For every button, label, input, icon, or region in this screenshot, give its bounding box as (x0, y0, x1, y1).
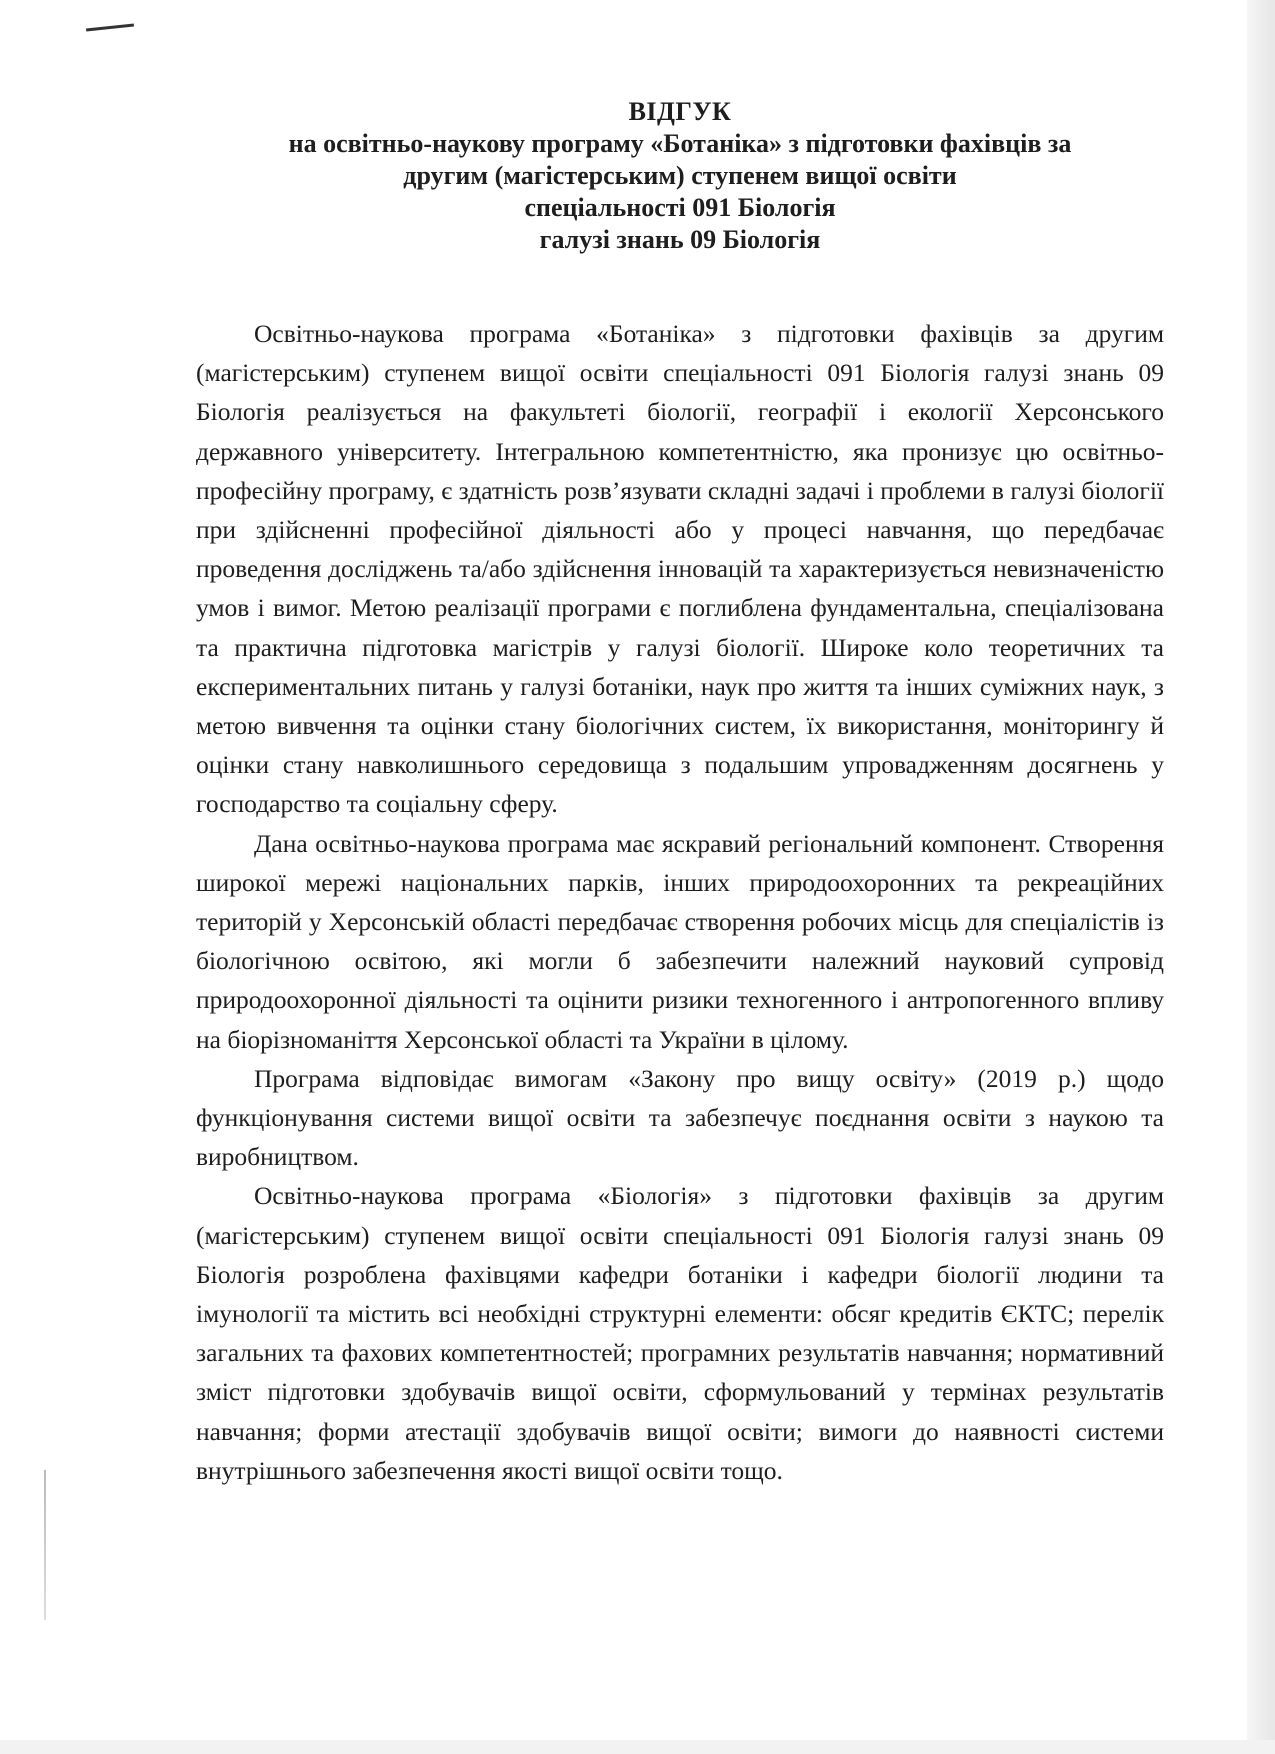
paragraph: Дана освітньо-наукова програма має яскравий регіональний компонент. Створення широкої мережі національних парків, інших природоохоронних та рекреаційних територій у Херсонській області передбачає створення робочих місць для спеціалістів із біологічною освітою, які могли б забезпечити належний науковий супровід природоохоронної діяльності та оцінити ризики техногенного і антропогенного впливу на біорізноманіття Херсонської області та України в цілому. (196, 828, 1164, 1054)
subtitle-line: другим (магістерським) ступенем вищої освіти (403, 161, 957, 190)
subtitle-line: спеціальності 091 Біологія (524, 193, 836, 222)
document-title: ВІДГУК (628, 97, 732, 126)
subtitle-line: галузі знань 09 Біологія (539, 225, 821, 254)
document-page (196, 96, 1164, 1490)
paragraph: Освітньо-наукова програма «Біологія» з підготовки фахівців за другим (магістерським) ступенем вищої освіти спеціальності 091 Біологія галузі знань 09 Біологія розроблена фахівцями кафедри ботаніки і кафедри біології людини та імунології та містить всі необхідні структурні елементи: обсяг кредитів ЄКТС; перелік загальних та фахових компетентностей; програмних результатів навчання; нормативний зміст підготовки здобувачів вищої освіти, сформульований у термінах результатів навчання; форми атестації здобувачів вищої освіти; вимоги до наявності системи внутрішнього забезпечення якості вищої освіти тощо. (196, 1181, 1164, 1485)
pen-mark (86, 23, 134, 31)
document-body (196, 314, 1164, 1490)
paragraph: Програма відповідає вимогам «Закону про вищу освіту» (2019 р.) щодо функціонування системи вищої освіти та забезпечує поєднання освіти з наукою та виробництвом. (196, 1063, 1164, 1172)
paragraph: Освітньо-наукова програма «Ботаніка» з підготовки фахівців за другим (магістерським) ступенем вищої освіти спеціальності 091 Біологія галузі знань 09 Біологія реалізується на факультеті біології, географії і екології Херсонського державного університету. Інтегральною компетентністю, яка пронизує цю освітньо-професійну програму, є здатність розв’язувати складні задачі і проблеми в галузі біології при здійсненні професійної діяльності або у процесі навчання, що передбачає проведення досліджень та/або здійснення інновацій та характеризується невизначеністю умов і вимог. Метою реалізації програми є поглиблена фундаментальна, спеціалізована та практична підготовка магістрів у галузі біології. Широке коло теоретичних та експериментальних питань у галузі ботаніки, наук про життя та інших суміжних наук, з метою вивчення та оцінки стану біологічних систем, їх використання, моніторингу й оцінки стану навколишнього середовища з подальшим упровадженням досягнень у господарство та соціальну сферу. (196, 319, 1164, 819)
scan-edge-shadow (1247, 0, 1275, 1754)
margin-mark (44, 1470, 46, 1620)
scan-edge-bottom (0, 1740, 1275, 1754)
subtitle-line: на освітньо-наукову програму «Ботаніка» з підготовки фахівців за (288, 129, 1072, 158)
document-header (196, 96, 1164, 256)
